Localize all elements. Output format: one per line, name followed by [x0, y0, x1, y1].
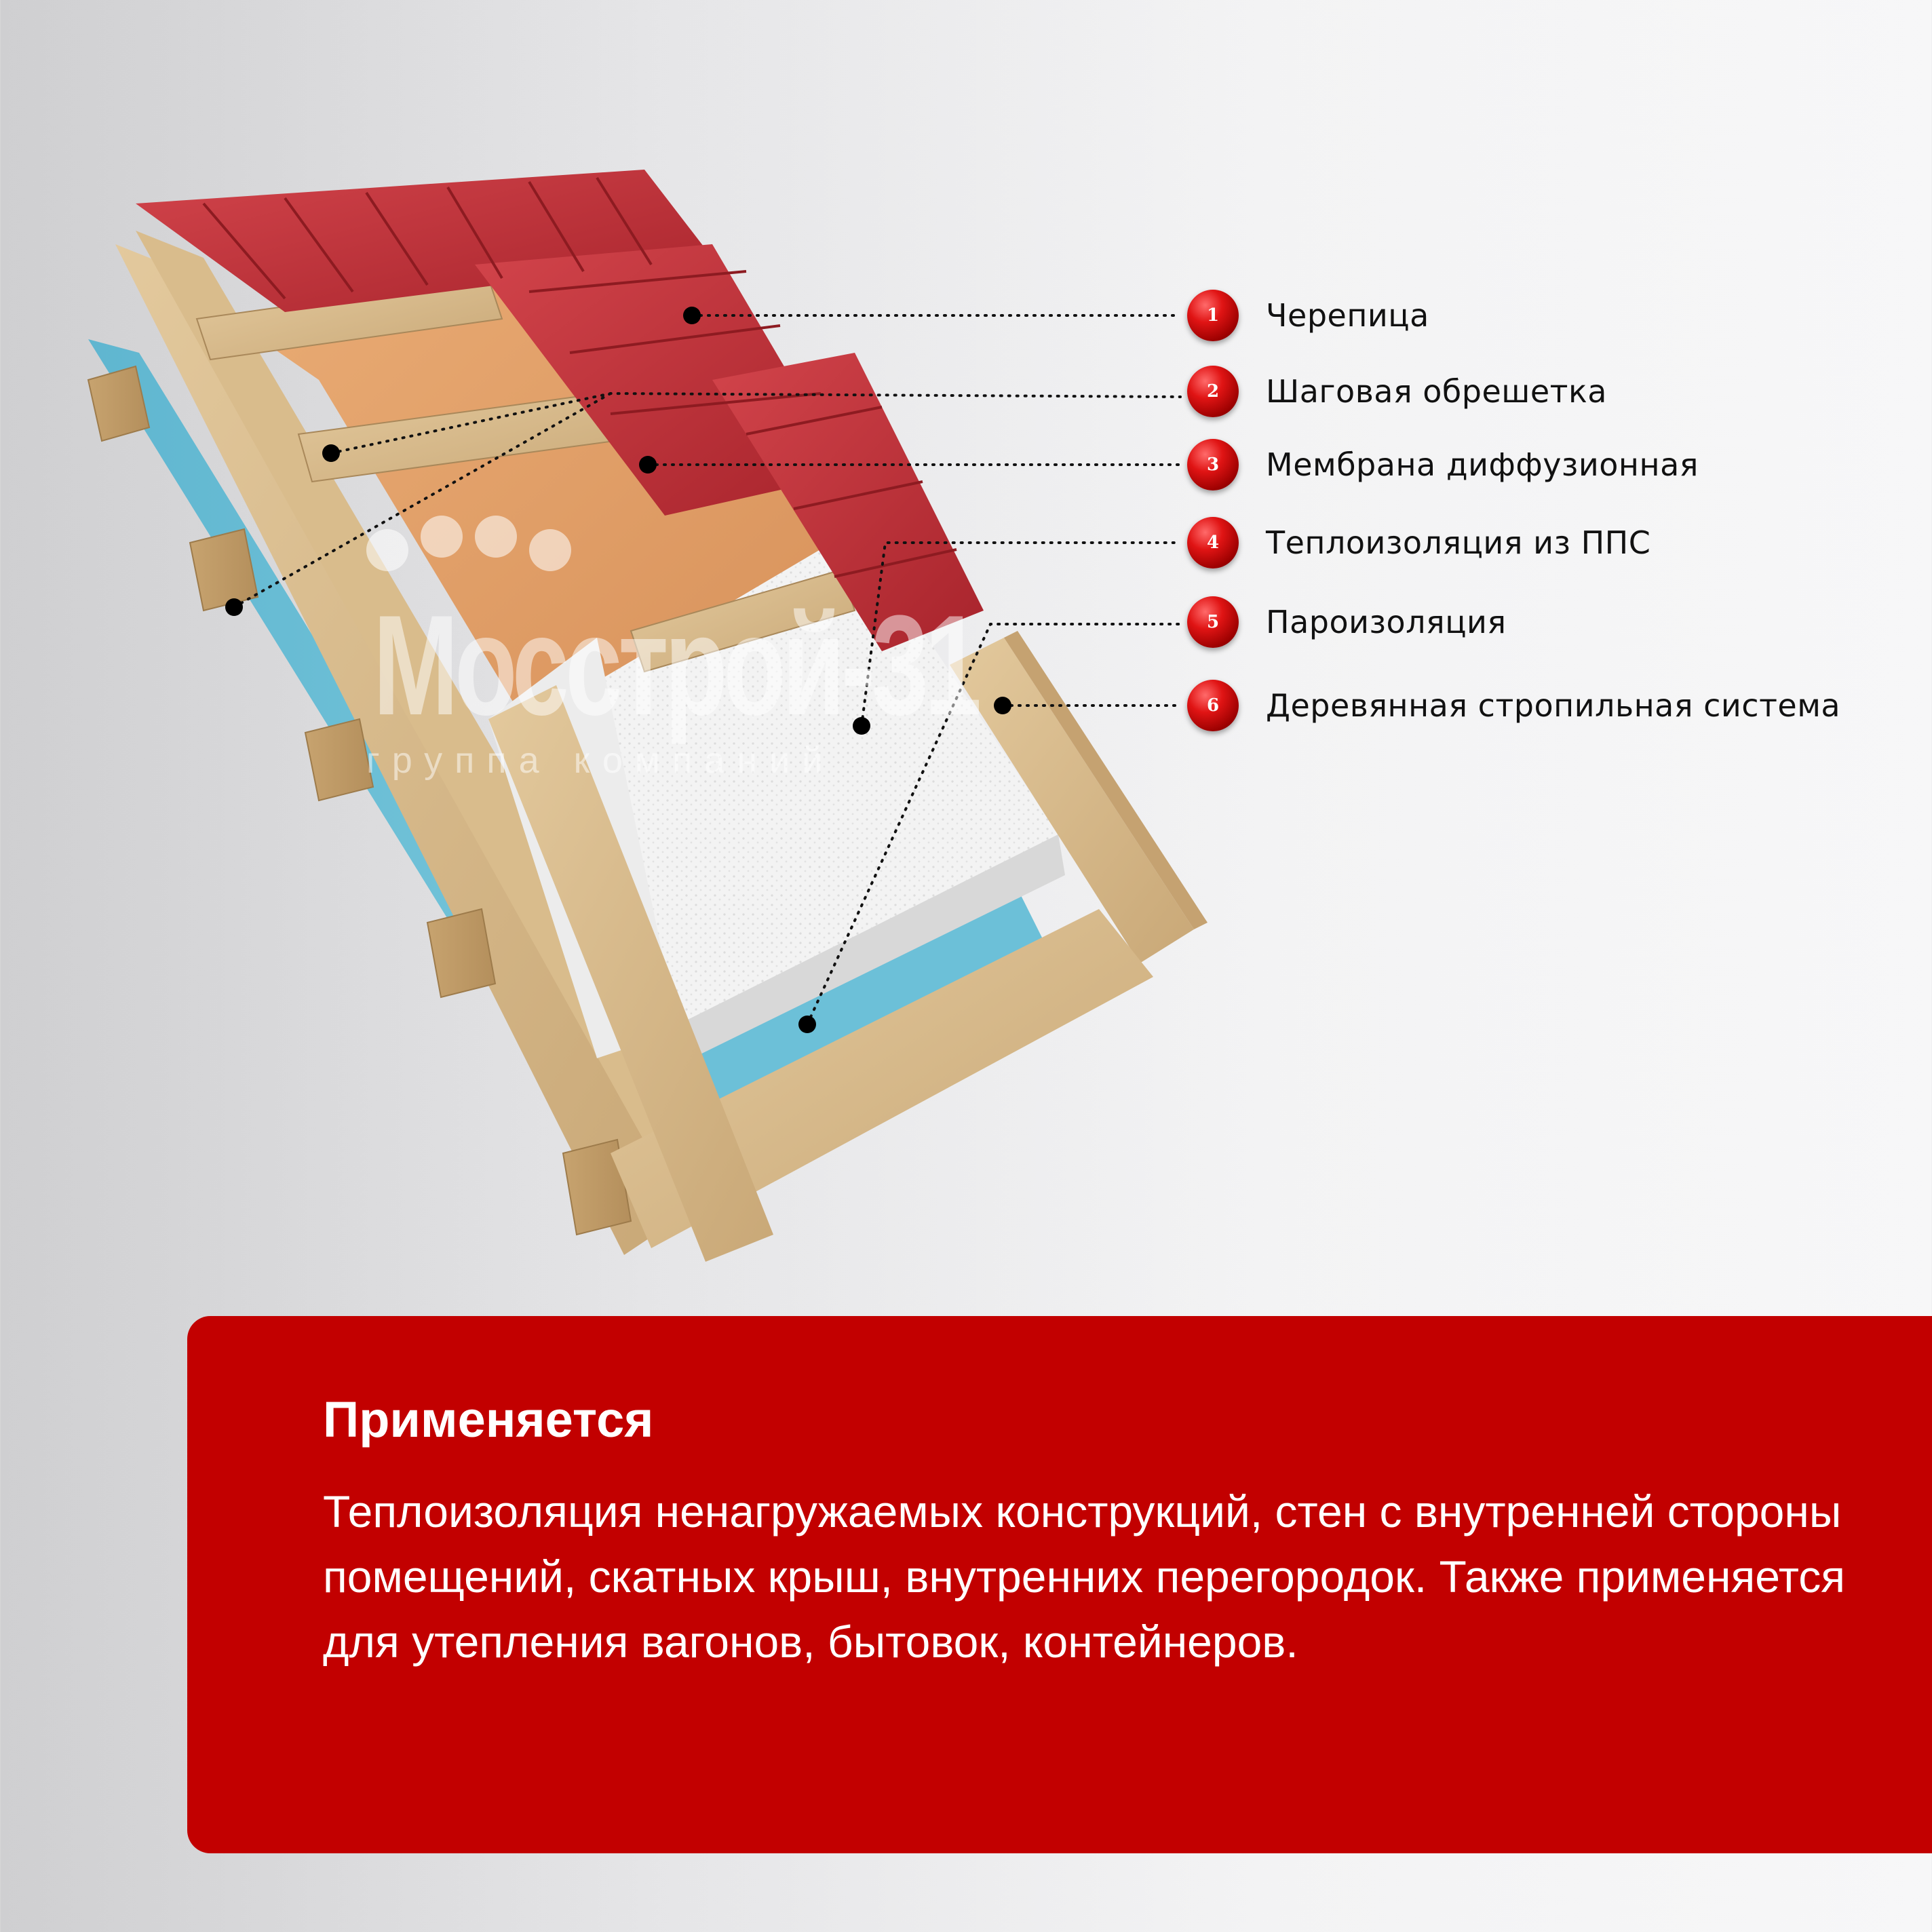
legend-item-3 — [1187, 434, 1699, 495]
panel-title: Применяется — [323, 1391, 654, 1448]
legend-item-5 — [1187, 592, 1507, 653]
legend-item-2 — [1187, 361, 1607, 422]
legend-number-badge: 5 — [1187, 596, 1239, 648]
legend-number-badge: 6 — [1187, 680, 1239, 731]
legend-item-4 — [1187, 512, 1650, 573]
legend-label: Мембрана диффузионная — [1266, 446, 1699, 483]
legend-number-badge: 1 — [1187, 290, 1239, 341]
legend-number-badge: 4 — [1187, 517, 1239, 568]
legend-label: Шаговая обрешетка — [1266, 373, 1607, 410]
legend-number-badge: 3 — [1187, 439, 1239, 490]
legend-label: Черепица — [1266, 297, 1429, 334]
application-panel — [187, 1316, 1932, 1853]
legend-item-1 — [1187, 285, 1429, 346]
legend-label: Теплоизоляция из ППС — [1266, 524, 1651, 561]
legend-label: Пароизоляция — [1266, 604, 1507, 640]
watermark-tagline: группа компаний — [366, 740, 835, 781]
panel-description: Теплоизоляция ненагружаемых конструкций, стен с внутренней стороны помещений, скатных крыш, внутренних перегородок. Также применяется для утепления вагонов, бытовок, контейнеров. — [323, 1486, 1845, 1667]
legend-number-badge: 2 — [1187, 366, 1239, 417]
legend-label: Деревянная стропильная система — [1266, 687, 1841, 724]
watermark-brand: Мосстрой-31 — [373, 585, 978, 745]
legend-item-6 — [1187, 675, 1840, 736]
